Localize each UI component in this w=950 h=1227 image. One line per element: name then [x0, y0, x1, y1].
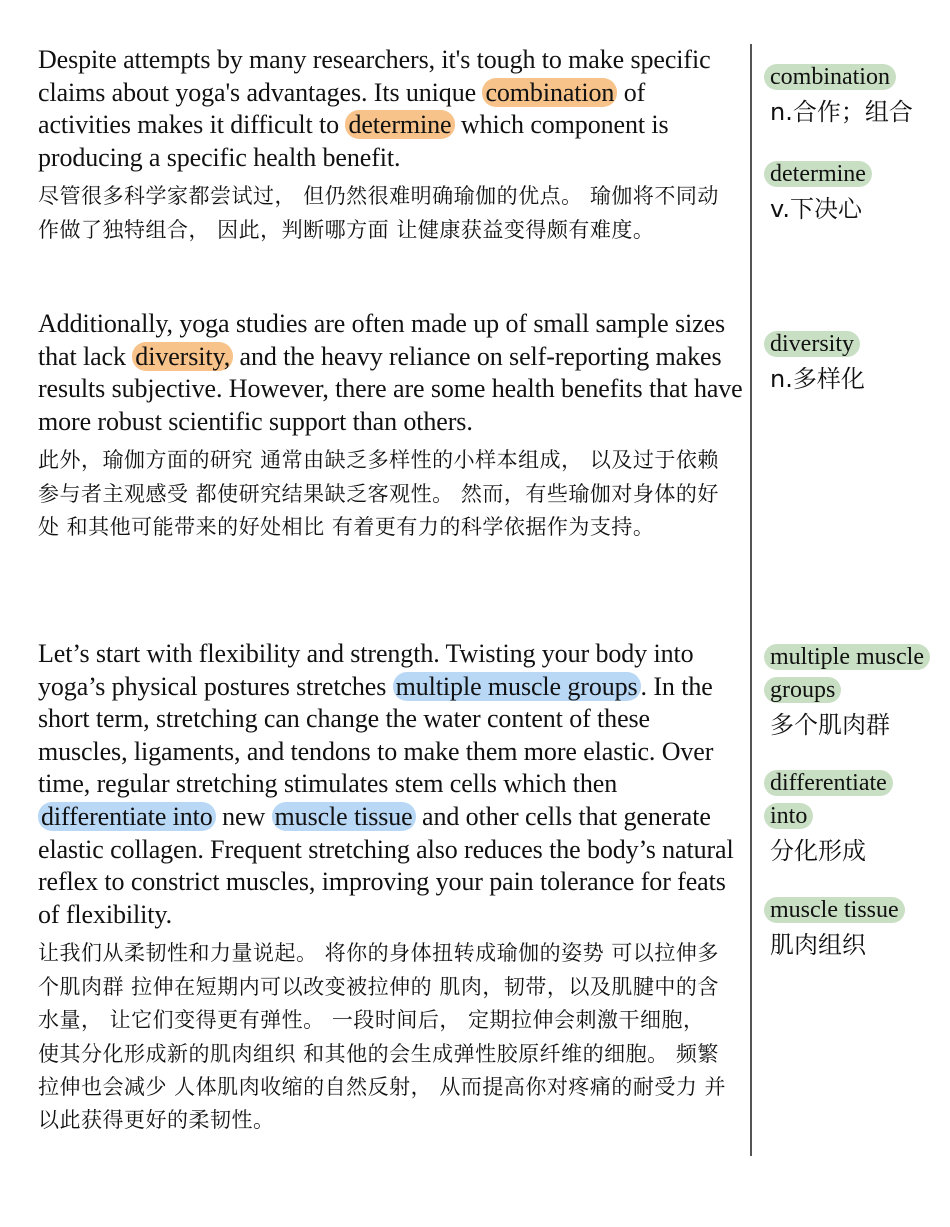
text-segment: Let’s start with flexibility and strength. Twisting your body into yoga’s physical postures stretches — [38, 639, 694, 701]
text-segment: which component is producing a specific health benefit. — [38, 110, 669, 172]
text-segment: Despite attempts by many researchers, it's tough to make specific claims about yoga's advantages. Its unique — [38, 45, 711, 107]
vocab-term: combination — [764, 64, 896, 90]
vocab-entry-multiple-muscle-groups — [764, 642, 934, 742]
text-segment: of activities makes it difficult to — [38, 77, 646, 140]
highlighted-term: differentiate into — [38, 802, 216, 831]
chinese-translation: 此外，瑜伽方面的研究 通常由缺乏多样性的小样本组成， 以及过于依赖参与者主观感受 都使研究结果缺乏客观性。 然而，有些瑜伽对身体的好处 和其他可能带来的好处相比 有着更有力的科学依据作为支持。 — [38, 448, 719, 540]
text-segment: and the heavy reliance on self-reporting makes results subjective. However, there are some health benefits that have more robust scientific support than others. — [38, 341, 743, 436]
vocab-definition: v.下决心 — [770, 195, 862, 223]
text-segment: Additionally, yoga studies are often made up of small sample sizes that lack — [38, 309, 726, 371]
vocab-term: muscle tissue — [764, 897, 905, 923]
highlighted-term: combination — [482, 78, 617, 107]
highlighted-term: determine — [345, 110, 454, 139]
vocab-entry-diversity — [764, 329, 944, 396]
chinese-translation: 让我们从柔韧性和力量说起。 将你的身体扭转成瑜伽的姿势 可以拉伸多个肌肉群 拉伸在短期内可以改变被拉伸的 肌肉，韧带，以及肌腱中的含水量， 让它们变得更有弹性。 一段时间后， 定期拉伸会刺激干细胞， 使其分化形成新的肌肉组织 和其他的会生成弹性胶原纤维的细胞。 频繁拉伸也会减少 人体肌肉收缩的自然反射， 从而提高你对疼痛的耐受力 并以此获得更好的柔韧性。 — [38, 941, 727, 1133]
english-text — [38, 308, 743, 438]
vocab-term: multiple muscle groups — [764, 644, 930, 703]
vocab-term: differentiate into — [764, 770, 893, 829]
vocab-definition: 分化形成 — [770, 837, 866, 865]
vocab-entry-differentiate-into — [764, 768, 914, 868]
vocab-definition: 多个肌肉群 — [770, 711, 890, 739]
chinese-translation: 尽管很多科学家都尝试过， 但仍然很难明确瑜伽的优点。 瑜伽将不同动作做了独特组合， 因此，判断哪方面 让健康获益变得颇有难度。 — [38, 184, 719, 242]
vocab-definition: n.合作；组合 — [770, 98, 913, 126]
highlighted-term: muscle tissue — [272, 802, 416, 831]
paragraph-3 — [38, 638, 743, 1138]
paragraph-2 — [38, 308, 743, 545]
vocab-term: determine — [764, 161, 872, 187]
text-segment: new — [215, 801, 272, 831]
highlighted-term: diversity, — [132, 342, 233, 371]
text-segment: and other cells that generate elastic collagen. Frequent stretching also reduces the body’s natural reflex to constrict muscles, improving your pain tolerance for feats of flexibility. — [38, 801, 734, 929]
english-text — [38, 44, 743, 174]
english-text — [38, 638, 743, 931]
vocab-definition: 肌肉组织 — [770, 931, 866, 959]
vocab-entry-determine — [764, 159, 944, 226]
text-segment: . In the short term, stretching can change the water content of these muscles, ligaments, and tendons to make them more elastic. Over time, regular stretching stimulates stem cells which then — [38, 671, 714, 799]
paragraph-1 — [38, 44, 743, 247]
vocab-entry-muscle-tissue — [764, 895, 944, 962]
vocab-definition: n.多样化 — [770, 365, 865, 393]
highlighted-term: multiple muscle groups — [393, 672, 641, 701]
vocab-term: diversity — [764, 331, 860, 357]
column-divider — [750, 44, 752, 1156]
vocab-entry-combination — [764, 62, 944, 129]
